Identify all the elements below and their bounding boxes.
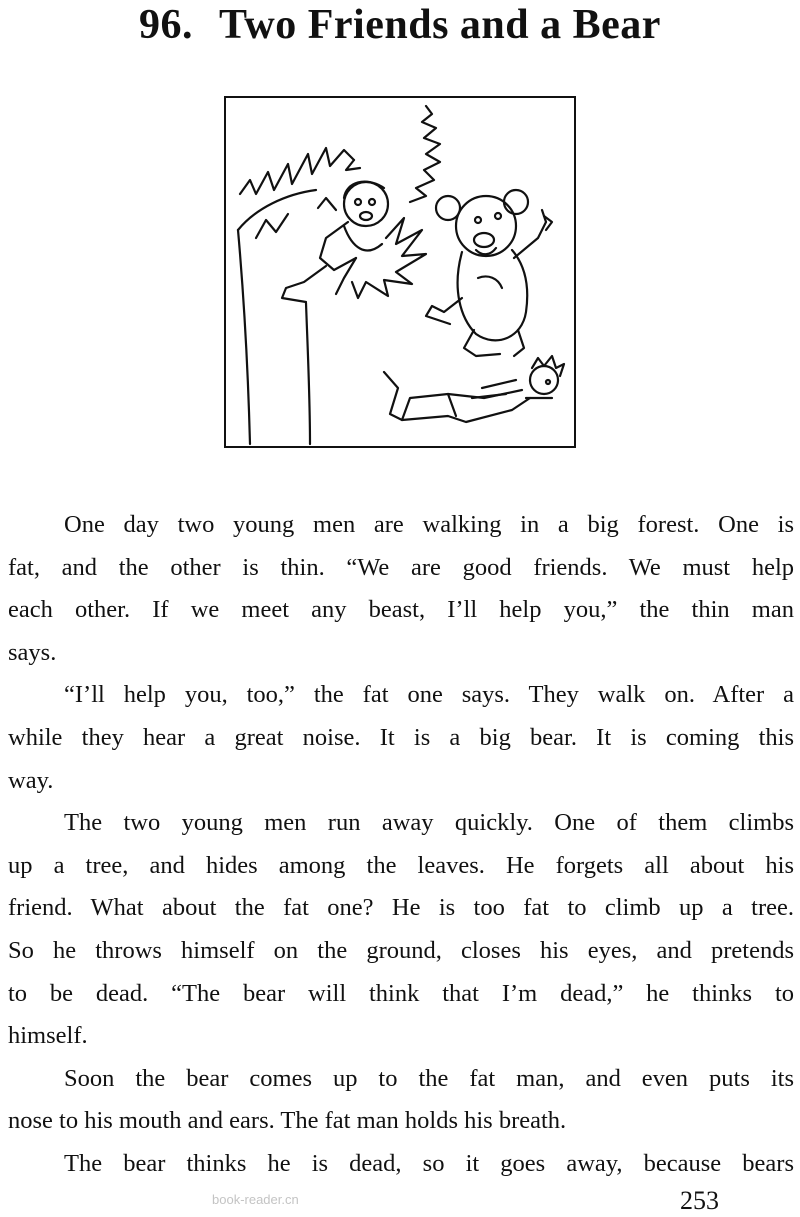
text-line: while they hear a great noise. It is a big bear. It is coming this (8, 723, 794, 751)
text-line: fat, and the other is thin. “We are good friends. We must help (8, 553, 794, 581)
text-line: way. (8, 766, 54, 794)
text-line: up a tree, and hides among the leaves. He forgets all about his (8, 851, 794, 879)
text-line: The bear thinks he is dead, so it goes away, because bears (64, 1149, 794, 1177)
text-line: Soon the bear comes up to the fat man, and even puts its (64, 1064, 794, 1092)
story-text (8, 504, 794, 1186)
bear-and-friends-drawing (226, 98, 574, 446)
lesson-title-text: Two Friends and a Bear (219, 2, 661, 48)
lesson-title (0, 0, 800, 50)
text-line: One day two young men are walking in a big forest. One is (64, 511, 794, 538)
text-line: to be dead. “The bear will think that I’m dead,” he thinks to (8, 979, 794, 1007)
text-line: So he throws himself on the ground, closes his eyes, and pretends (8, 936, 794, 964)
text-line: each other. If we meet any beast, I’ll help you,” the thin man (8, 596, 794, 624)
text-line: The two young men run away quickly. One of them climbs (64, 809, 794, 837)
page-number: 253 (680, 1186, 719, 1215)
text-line: nose to his mouth and ears. The fat man holds his breath. (8, 1107, 567, 1135)
lesson-number: 96. (139, 2, 194, 48)
text-line: friend. What about the fat one? He is too fat to climb up a tree. (8, 894, 794, 922)
watermark: book-reader.cn (212, 1192, 299, 1207)
text-line: himself. (8, 1022, 88, 1050)
text-line: “I’ll help you, too,” the fat one says. They walk on. After a (64, 681, 794, 709)
story-illustration (224, 96, 576, 448)
text-line: says. (8, 638, 57, 666)
